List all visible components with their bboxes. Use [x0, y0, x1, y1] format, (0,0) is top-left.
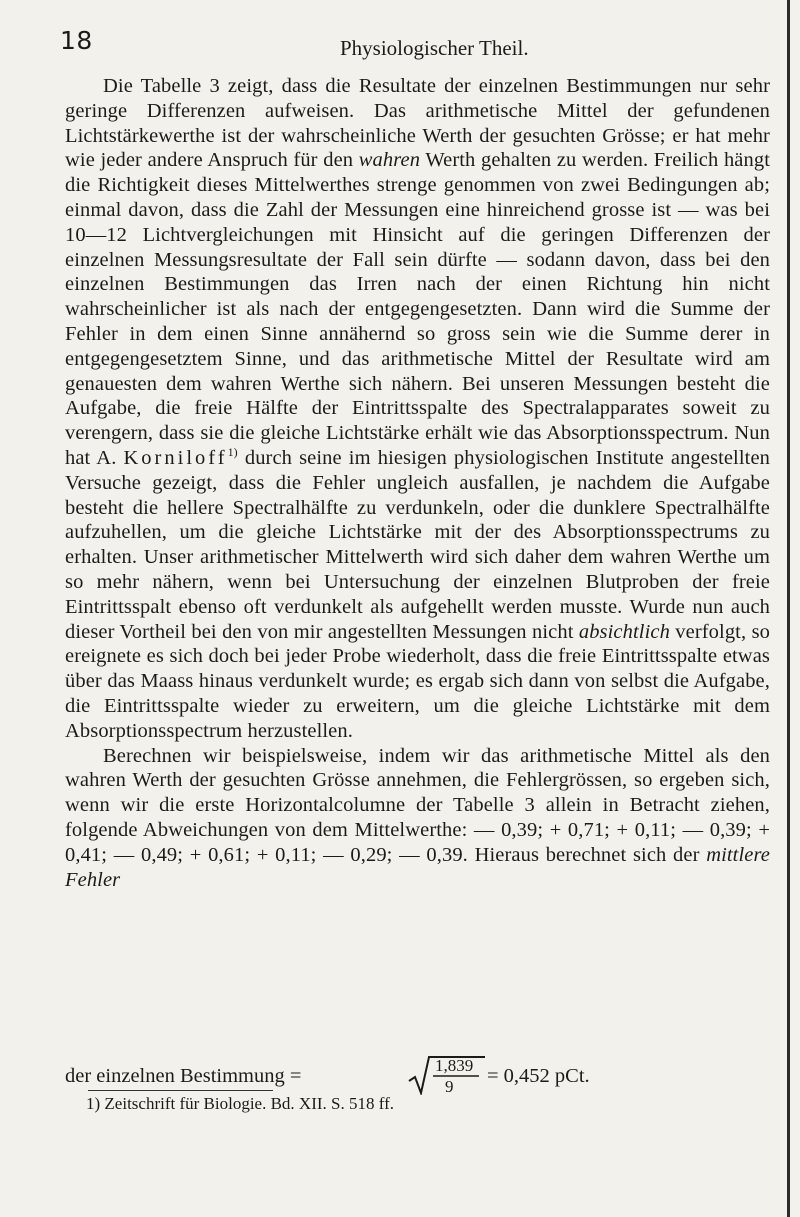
body-text — [65, 74, 770, 892]
formula-line — [65, 1055, 770, 1095]
italic-absichtlich: absichtlich — [578, 620, 670, 643]
footnote-divider — [88, 1090, 273, 1091]
footnote-marker: 1) — [227, 445, 238, 460]
paragraph-1-part-b: Werth gehalten zu werden. Freilich hängt die Richtigkeit dieses Mittelwerthes strenge genommen von zwei Bedingungen ab; einmal davon, dass die Zahl der Messungen eine hinreichend grosse ist — was bei 10—12 Lichtvergleichungen mit Hinsicht auf die geringen Differenzen der einzelnen Messungsresultate der Fall sein dürfte — sodann davon, dass bei den einzelnen Bestimmungen das Irren nach der einen Richtung hin nicht wahrscheinlicher ist als nach der entgegengesetzten. Dann wird die Summe der Fehler in dem einen Sinne annähernd so gross sein wie die Summe derer in entgegengesetztem Sinne, und das arithmetische Mittel der Resultate wird am genauesten dem wahren Werthe sich nähern. Bei unseren Messungen besteht die Aufgabe, die freie Hälfte der Eintrittsspalte des Spectralapparates soweit zu verengern, dass sie die gleiche Lichtstärke erhält wie das Absorptionsspectrum. Nun hat A. — [65, 149, 770, 469]
footnote: 1) Zeitschrift für Biologie. Bd. XII. S. 518 ff. — [86, 1094, 395, 1113]
paragraph-1-part-c: durch seine im hiesigen physiologischen Institute angestellten Versuche gezeigt, dass die Fehler ungleich ausfallen, je nachdem die Aufgabe besteht die hellere Spectralhälfte zu verdunkeln, oder die dunklere Spectralhälfte aufzuhellen, um die gleiche Lichtstärke mit der des Absorptionsspectrums zu erhalten. Unser arithmetischer Mittelwerth wird sich daher dem wahren Werthe um so mehr nähern, wenn bei Untersuchung der einzelnen Blutproben der freie Eintrittsspalt ebenso oft verdunkelt als aufgehellt werden musste. Wurde nun auch dieser Vortheil bei den von mir angestellten Messungen nicht — [65, 446, 770, 643]
italic-mittlere-fehler: mittlere Fehler — [65, 843, 770, 891]
page-number: 18 — [60, 26, 93, 55]
square-root-formula — [407, 1055, 487, 1095]
author-name: Korniloff — [123, 446, 228, 469]
page-edge-line — [787, 0, 790, 1217]
running-header: Physiologischer Theil. — [340, 36, 529, 60]
paragraph-2-part-a: Berechnen wir beispielsweise, indem wir das arithmetische Mittel als den wahren Werth der gesuchten Grösse annehmen, die Fehlergrössen, so ergeben sich, wenn wir die erste Horizontalcolumne der Tabelle 3 allein in Betracht ziehen, folgende Abweichungen von dem Mittelwerthe: — 0,39; + 0,71; + 0,11; — 0,39; + 0,41; — 0,49; + 0,61; + 0,11; — 0,29; — 0,39. Hieraus berechnet sich der — [65, 744, 770, 866]
formula-result: = 0,452 pCt. — [487, 1065, 590, 1087]
paragraph-1 — [65, 74, 770, 744]
formula-lead-text: der einzelnen Bestimmung = — [65, 1065, 302, 1087]
italic-wahren: wahren — [358, 149, 421, 172]
paragraph-1-part-d: verfolgt, so ereignete es sich doch bei jeder Probe wiederholt, dass die freie Eintrittsspalte etwas über das Maass hinaus verdunkelt wurde; es ergab sich dann von selbst die Aufgabe, die Eintrittsspalte wieder zu erweitern, um die gleiche Lichtstärke mit dem Absorptionsspectrum herzustellen. — [65, 620, 770, 742]
fraction-denominator: 9 — [445, 1077, 454, 1096]
fraction-numerator: 1,839 — [435, 1056, 474, 1075]
paragraph-2 — [65, 744, 770, 893]
paragraph-1-part-a: Die Tabelle 3 zeigt, dass die Resultate der einzelnen Bestimmungen nur sehr geringe Differenzen aufweisen. Das arithmetische Mittel der gefundenen Lichtstärkewerthe ist der wahrscheinliche Werth der gesuchten Grösse; er hat mehr wie jeder andere Anspruch für den — [65, 75, 770, 172]
